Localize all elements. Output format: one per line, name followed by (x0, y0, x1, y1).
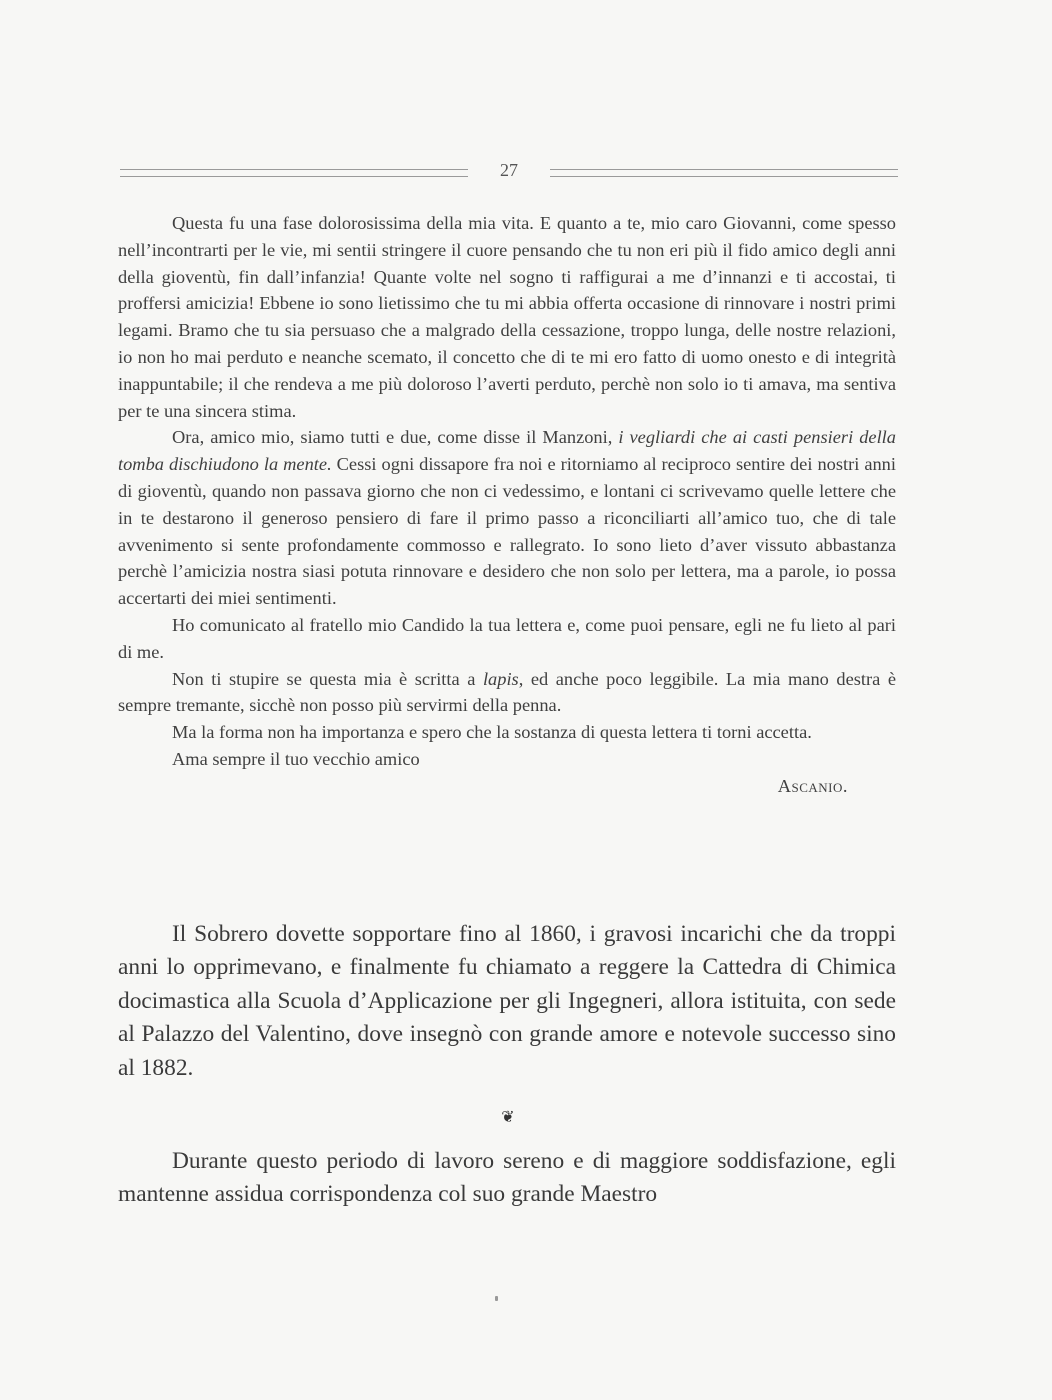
manzoni-quote: i vegliardi che ai casti pensieri della tomba dischiudono la mente. (118, 427, 896, 475)
header-rule-left (120, 169, 468, 177)
letter-text: Ora, amico mio, siamo tutti e due, come disse il Manzoni, (172, 427, 619, 448)
narrative-block-1 (118, 918, 896, 1085)
narrative-paragraph-1: Il Sobrero dovette sopportare fino al 1860, i gravosi incarichi che da troppi anni lo opprimevano, e finalmente fu chiamato a reggere la Cattedra di Chimica docimastica alla Scuola d’Applicazione per gli Ingegneri, allora istituita, con sede al Palazzo del Valentino, dove insegnò con grande amore e notevole successo sino al 1882. (118, 921, 896, 1081)
header-rule-right (550, 169, 898, 177)
letter-text: Non ti stupire se questa mia è scritta a (172, 668, 483, 689)
letter-closing: Ama sempre il tuo vecchio amico (172, 748, 420, 769)
letter-paragraph-2 (118, 424, 896, 612)
narrative-block-2 (118, 1145, 896, 1212)
letter-paragraph-3: Ho comunicato al fratello mio Candido la tua lettera e, come puoi pensare, egli ne fu lieto al pari di me. (118, 614, 896, 662)
quoted-letter (118, 210, 896, 800)
fleuron-ornament-icon: ❦ (501, 1107, 515, 1126)
letter-text: Cessi ogni dissapore fra noi e ritorniamo al reciproco sentire dei nostri anni di gioventù, quando non passava giorno che non ci vedessimo, e lontani ci scrivevamo quelle lettere che in te destarono il generoso pensiero di fare il primo passo a riconciliarti all’amico tuo, che di tale avvenimento si sente profondamente commosso e rallegrato. Io sono lieto d’aver vissuto abbastanza perchè l’amicizia nostra siasi potuta rinnovare e desidero che non solo per lettera, ma a parole, io possa accertarti dei miei sentimenti. (118, 454, 896, 609)
letter-paragraph-5: Ma la forma non ha importanza e spero che la sostanza di questa lettera ti torni accetta. (172, 722, 812, 743)
narrative-paragraph-2: Durante questo periodo di lavoro sereno e di maggiore soddisfazione, egli mantenne assidua corrispondenza col suo grande Maestro (118, 1148, 896, 1208)
page-number: 27 (500, 160, 518, 180)
letter-signature: Ascanio. (777, 775, 848, 796)
letter-text: , ed anche poco leggibile. La mia mano destra è sempre tremante, sicchè non posso più servirmi della penna. (118, 668, 896, 716)
letter-paragraph-1: Questa fu una fase dolorosissima della mia vita. E quanto a te, mio caro Giovanni, come spesso nell’incontrarti per le vie, mi sentii stringere il cuore pensando che tu non eri più il fido amico degli anni della gioventù, fin dall’infanzia! Quante volte nel sogno ti raffigurai a me d’innanzi e ti accostai, ti proffersi amicizia! Ebbene io sono lietissimo che tu mi abbia offerta occasione di rinnovare i nostri primi legami. Bramo che tu sia persuaso che a malgrado della cessazione, troppo lunga, delle nostre relazioni, io non ho mai perduto e neanche scemato, il concetto che di te mi ero fatto di uomo onesto e di integrità inappuntabile; il che rendeva a me più doloroso l’averti perduto, perchè non solo io ti amava, ma sentiva per te una sincera stima. (118, 213, 896, 421)
lapis-word: lapis (482, 668, 519, 689)
page-speck (495, 1296, 498, 1301)
letter-paragraph-4 (118, 666, 896, 720)
page-header (120, 160, 898, 186)
